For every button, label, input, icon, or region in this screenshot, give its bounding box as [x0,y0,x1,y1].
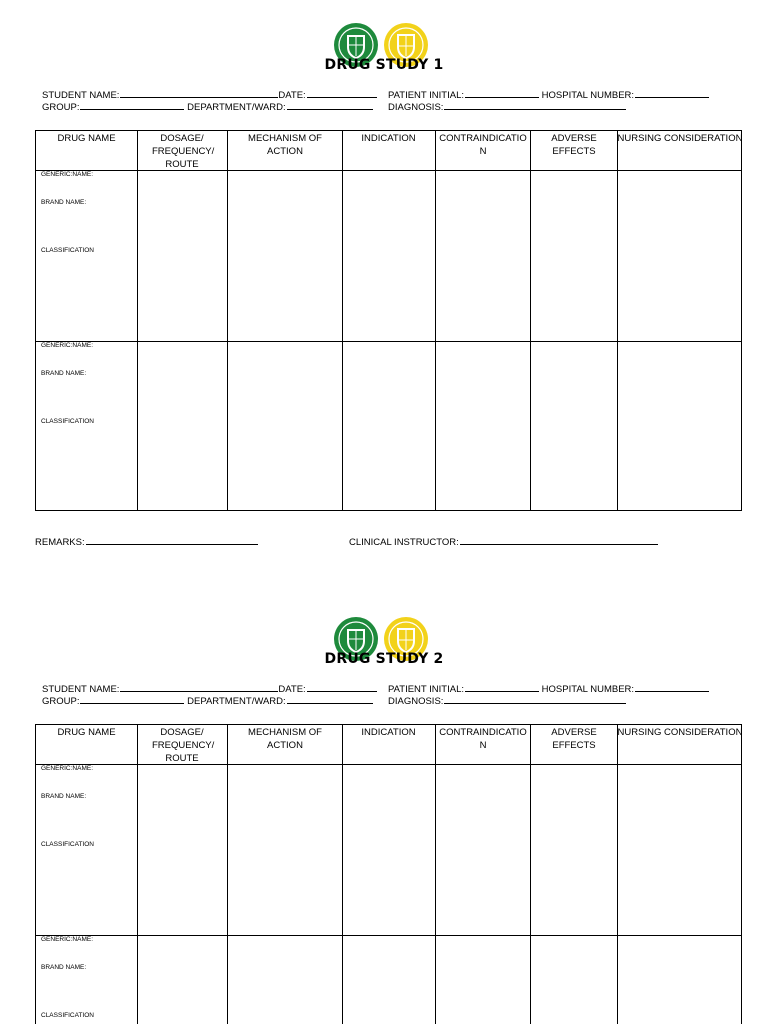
brand-name-label: BRAND NAME: [41,370,87,377]
generic-name-label: GENERIC:NAME: [41,171,94,178]
patient-initial-label: PATIENT INITIAL: [388,684,465,695]
column-header-adverse-effects: ADVERSE EFFECTS [551,133,597,157]
drug-study-table [35,724,742,1024]
column-header-dosage: DOSAGE/ FREQUENCY/ ROUTE [152,133,215,170]
column-header-mechanism: MECHANISM OF ACTION [248,727,322,751]
diagnosis-field[interactable] [388,100,626,114]
hospital-number-label: HOSPITAL NUMBER: [541,90,635,101]
page-title: DRUG STUDY 1 [324,57,444,73]
date-label: DATE: [278,90,306,101]
student-name-label: STUDENT NAME: [42,90,120,101]
page-title: DRUG STUDY 2 [324,651,444,667]
clinical-instructor-field[interactable] [349,535,658,548]
group-label: GROUP: [42,696,80,707]
classification-label: CLASSIFICATION [41,841,94,848]
column-header-nursing: NURSING CONSIDERATION [617,133,743,144]
remarks-field[interactable] [35,535,258,548]
diagnosis-field[interactable] [388,694,626,708]
column-header-adverse-effects: ADVERSE EFFECTS [551,727,597,751]
clinical-instructor-label: CLINICAL INSTRUCTOR: [349,537,459,548]
column-header-nursing: NURSING CONSIDERATION [617,727,743,738]
date-label: DATE: [278,684,306,695]
classification-label: CLASSIFICATION [41,247,94,254]
column-header-dosage: DOSAGE/ FREQUENCY/ ROUTE [152,727,215,764]
generic-name-label: GENERIC:NAME: [41,342,94,349]
brand-name-label: BRAND NAME: [41,964,87,971]
group-field[interactable] [42,100,373,114]
generic-name-label: GENERIC:NAME: [41,765,94,772]
diagnosis-label: DIAGNOSIS: [388,102,444,113]
column-header-contraindication: CONTRAINDICATIO N [439,133,527,157]
drug-study-table [35,130,742,511]
remarks-label: REMARKS: [35,537,85,548]
brand-name-label: BRAND NAME: [41,199,87,206]
drug-study-2 [0,594,768,1024]
column-header-mechanism: MECHANISM OF ACTION [248,133,322,157]
column-header-indication: INDICATION [361,727,416,738]
department-ward-label: DEPARTMENT/WARD: [187,102,286,113]
generic-name-label: GENERIC:NAME: [41,936,94,943]
column-header-drug-name: DRUG NAME [57,133,116,144]
classification-label: CLASSIFICATION [41,1012,94,1019]
student-name-label: STUDENT NAME: [42,684,120,695]
column-header-indication: INDICATION [361,133,416,144]
classification-label: CLASSIFICATION [41,418,94,425]
group-label: GROUP: [42,102,80,113]
hospital-number-label: HOSPITAL NUMBER: [541,684,635,695]
column-header-contraindication: CONTRAINDICATIO N [439,727,527,751]
patient-initial-label: PATIENT INITIAL: [388,90,465,101]
group-field[interactable] [42,694,373,708]
diagnosis-label: DIAGNOSIS: [388,696,444,707]
department-ward-label: DEPARTMENT/WARD: [187,696,286,707]
brand-name-label: BRAND NAME: [41,793,87,800]
column-header-drug-name: DRUG NAME [57,727,116,738]
